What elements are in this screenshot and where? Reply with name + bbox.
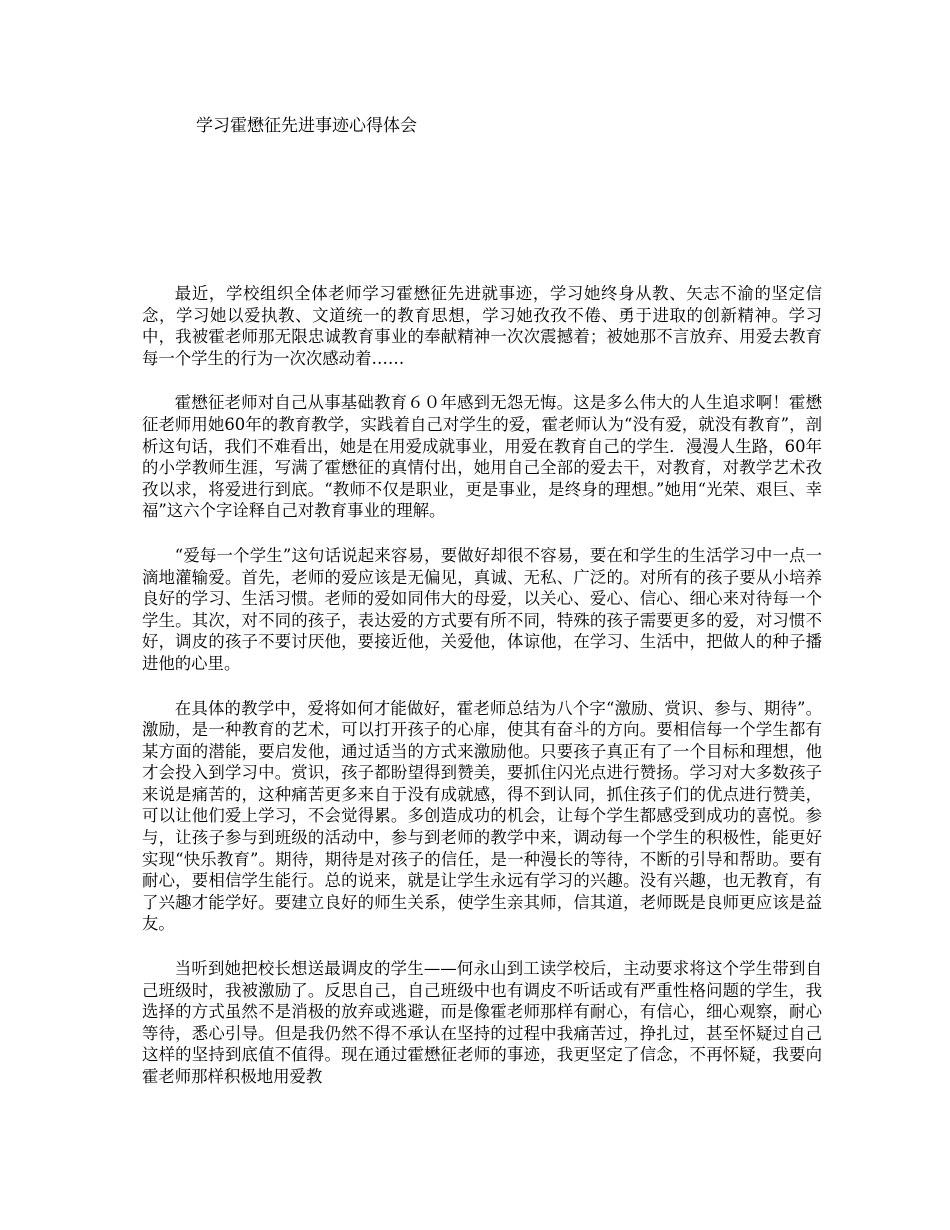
paragraph-1: 最近，学校组织全体老师学习霍懋征先进就事迹，学习她终身从教、矢志不渝的坚定信念，学习她以爱执教、文道统一的教育思想，学习她孜孜不倦、勇于进取的创新精神。学习中，我被霍老师那无限忠诚教育事业的奉献精神一次次震撼着；被她那不言放弃、用爱去教育每一个学生的行为一次次感动着…… xyxy=(142,284,822,368)
paragraph-3: “爱每一个学生”这句话说起来容易，要做好却很不容易，要在和学生的生活学习中一点一滴地灌输爱。首先，老师的爱应该是无偏见，真诚、无私、广泛的。对所有的孩子要从小培养良好的学习、生活习惯。老师的爱如同伟大的母爱，以关心、爱心、信心、细心来对待每一个学生。其次，对不同的孩子，表达爱的方式要有所不同，特殊的孩子需要更多的爱，对习惯不好，调皮的孩子不要讨厌他，要接近他，关爱他，体谅他，在学习、生活中，把做人的种子播进他的心里。 xyxy=(142,545,822,673)
document-title: 学习霍懋征先进事迹心得体会 xyxy=(196,116,417,136)
paragraph-2: 霍懋征老师对自己从事基础教育６０年感到无怨无悔。这是多么伟大的人生追求啊！霍懋征老师用她60年的教育教学，实践着自己对学生的爱，霍老师认为“没有爱，就没有教育”，剖析这句话，我们不难看出，她是在用爱成就事业，用爱在教育自己的学生．漫漫人生路，60年的小学教师生涯，写满了霍懋征的真情付出，她用自己全部的爱去干，对教育，对教学艺术孜孜以求，将爱进行到底。“教师不仅是职业，更是事业，是终身的理想。”她用“光荣、艰巨、幸福”这六个字诠释自己对教育事业的理解。 xyxy=(142,393,822,521)
paragraph-4: 在具体的教学中，爱将如何才能做好，霍老师总结为八个字“激励、赏识、参与、期待”。激励，是一种教育的艺术，可以打开孩子的心扉，使其有奋斗的方向。要相信每一个学生都有某方面的潜能，要启发他，通过适当的方式来激励他。只要孩子真正有了一个目标和理想，他才会投入到学习中。赏识，孩子都盼望得到赞美，要抓住闪光点进行赞扬。学习对大多数孩子来说是痛苦的，这种痛苦更多来自于没有成就感，得不到认同，抓住孩子们的优点进行赞美，可以让他们爱上学习，不会觉得累。多创造成功的机会，让每个学生都感受到成功的喜悦。参与，让孩子参与到班级的活动中，参与到老师的教学中来，调动每一个学生的积极性，能更好实现“快乐教育”。期待，期待是对孩子的信任，是一种漫长的等待，不断的引导和帮助。要有耐心，要相信学生能行。总的说来，就是让学生永远有学习的兴趣。没有兴趣，也无教育，有了兴趣才能学好。要建立良好的师生关系，使学生亲其师，信其道，老师既是良师更应该是益友。 xyxy=(142,698,822,934)
paragraph-5: 当听到她把校长想送最调皮的学生——何永山到工读学校后，主动要求将这个学生带到自己班级时，我被激励了。反思自己，自己班级中也有调皮不听话或有严重性格问题的学生，我选择的方式虽然不是消极的放弃或逃避，而是像霍老师那样有耐心，有信心，细心观察，耐心等待，悉心引导。但是我仍然不得不承认在坚持的过程中我痛苦过，挣扎过，甚至怀疑过自己这样的坚持到底值不值得。现在通过霍懋征老师的事迹，我更坚定了信念，不再怀疑，我要向霍老师那样积极地用爱教 xyxy=(142,959,822,1086)
document-body xyxy=(142,283,822,1111)
